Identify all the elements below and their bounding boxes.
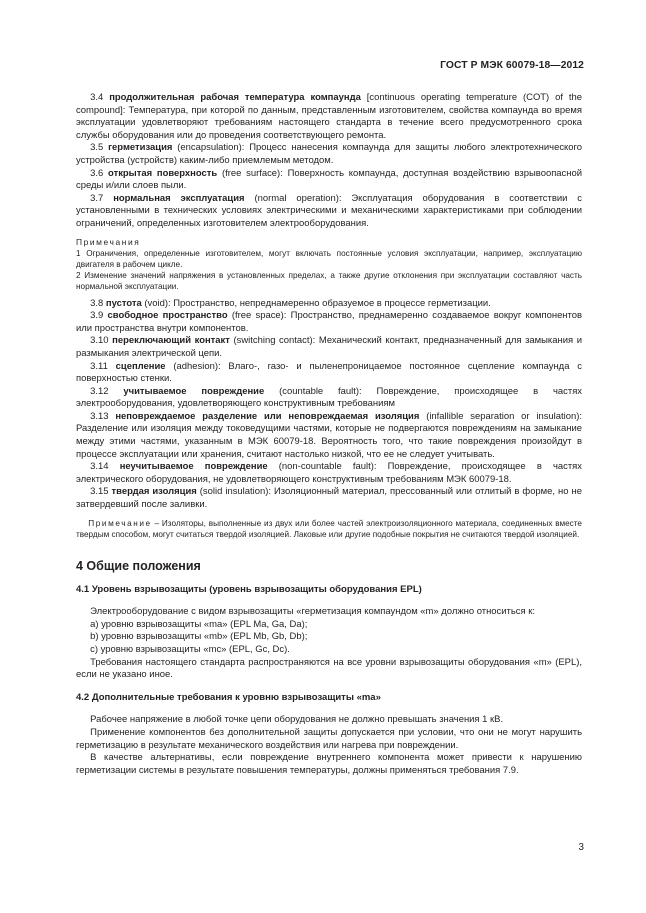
definition-text: (non-countable fault): Повреждение, происходящее в частях электрического оборудования, не удовлетворяющего конструктивным требованиям МЭК 60079-18. <box>76 461 583 485</box>
note-label: Примечание <box>88 518 152 528</box>
definition-text: (solid insulation): Изоляционный материал, прессованный или отлитый в форме, но не затвердевший после заливки. <box>76 486 582 511</box>
definition-term: нормальная эксплуатация <box>113 192 245 204</box>
definition-3-13 <box>76 411 582 461</box>
definition-text: (free surface): Поверхность компаунда, доступная воздействию взрывоопасной среды и/или слоев пыли. <box>76 167 583 192</box>
section-4-1-tail <box>76 657 582 682</box>
definition-text: (countable fault): Повреждение, происходящее в частях электрооборудования, удовлетворяющего конструктивным требованиям <box>76 385 583 410</box>
definition-text: [continuous operating temperature (COT) of the compound]: Температура, при которой по данным, представленным изготовителем, свойства компаунда во время эксплуатации удовлетворяют требованиям настоящего стандарта в течение всего предусмотренного срока службы оборудования или до проведения соответствующего ремонта. <box>76 92 582 141</box>
definition-text: (encapsulation): Процесс нанесения компаунда для защиты любого электротехнического устройства (устройств) каким-либо приемлемым методом. <box>76 142 582 166</box>
definition-text: (void): Пространство, непреднамеренно образуемое в процессе герметизации. <box>141 297 491 309</box>
definition-number: 3.7 <box>90 192 104 204</box>
definition-number: 3.6 <box>90 167 104 179</box>
definition-text: (switching contact): Механический контакт, предназначенный для замыкания и размыкания электрической цепи. <box>76 335 582 359</box>
list-item-b <box>76 631 582 644</box>
definition-3-6 <box>76 168 582 193</box>
section-4-title: 4 Общие положения <box>76 558 201 573</box>
definition-number: 3.10 <box>90 335 109 347</box>
definition-term: переключающий контакт <box>112 335 230 347</box>
section-4-1-intro <box>76 606 582 619</box>
definition-term: герметизация <box>108 142 173 154</box>
definition-3-7 <box>76 193 582 231</box>
section-4-1-title: 4.1 Уровень взрывозащиты (уровень взрывозащиты оборудования EPL) <box>76 583 422 595</box>
para-text: Рабочее напряжение в любой точке цепи оборудования не должно превышать значения 1 кВ. <box>90 714 504 726</box>
definition-number: 3.15 <box>90 486 109 498</box>
list-item-text: b) уровню взрывозащиты «mb» (EPL Mb, Gb, Db); <box>90 631 308 643</box>
definition-3-12 <box>76 386 582 411</box>
document-header: ГОСТ Р МЭК 60079-18—2012 <box>440 60 584 71</box>
definition-term: сцепление <box>115 360 166 372</box>
definition-text: (infallible separation or insulation): Разделение или изоляция между токоведущими частями, которые не подвергаются повреждениям на замыкание между этими частями, указанным в МЭК 60079-18. Вероятность того, что такие повреждения произойдут в процессе эксплуатации или хранения, считают настолько низкой, что ее не следует учитывать. <box>76 410 583 460</box>
definition-term: неповреждаемое разделение или неповреждаемая изоляция <box>115 410 420 422</box>
note-text: – Изоляторы, выполненные из двух или более частей электроизоляционного материала, соединенных вместе твердым способом, могут считаться твердой изоляцией. Лаковые или другие подобные покрытия не считаются твердой изоляцией. <box>76 518 582 539</box>
list-item-a <box>76 619 582 632</box>
section-4-2-title: 4.2 Дополнительные требования к уровню взрывозащиты «ma» <box>76 691 381 703</box>
list-item-c <box>76 644 582 657</box>
list-item-text: c) уровню взрывозащиты «mc» (EPL, Gc, Dc). <box>90 644 290 655</box>
para-text: Применение компонентов без дополнительной защиты допускается при условии, что они не могут нарушить герметизацию в результате механического воздействия или нагрева при повреждении. <box>76 726 582 751</box>
definition-number: 3.11 <box>90 360 108 372</box>
definition-3-4 <box>76 92 582 142</box>
definition-number: 3.8 <box>90 297 104 309</box>
section-4-2-para-2 <box>76 727 582 752</box>
intro-text: Электрооборудование с видом взрывозащиты «герметизация компаундом «m» должно относиться к: <box>90 606 535 618</box>
definition-3-14 <box>76 461 582 486</box>
page-content <box>76 92 582 777</box>
definition-term: твердая изоляция <box>111 486 197 498</box>
definitions-block-2 <box>76 298 582 512</box>
definition-3-15 <box>76 486 582 511</box>
definition-text: (adhesion): Влаго-, газо- и пыленепроницаемое постоянное сцепление компаунда с поверхностью стенки. <box>76 360 582 385</box>
definition-number: 3.9 <box>90 310 104 322</box>
notes-title: Примечания <box>76 236 141 247</box>
definition-number: 3.13 <box>90 410 109 422</box>
definition-3-5 <box>76 142 582 167</box>
definition-term: открытая поверхность <box>108 167 218 179</box>
section-4-2-para-3 <box>76 752 582 777</box>
notes-block-1 <box>76 237 582 292</box>
definition-3-9 <box>76 310 582 335</box>
definition-term: продолжительная рабочая температура компаунда <box>109 92 361 103</box>
definition-term: неучитываемое повреждение <box>119 461 268 473</box>
definition-number: 3.12 <box>90 385 109 397</box>
definition-text: (normal operation): Эксплуатация оборудования в соответствии с установленными в технических условиях электрическими и механическими характеристиками при соблюдении ограничений, определенных изготовителем электрооборудования. <box>76 192 582 229</box>
page-number: 3 <box>578 842 584 853</box>
note-item-1: 1 Ограничения, определенные изготовителем, могут включать постоянные условия эксплуатации, например, эксплуатацию двигателя в рабочем цикле. <box>76 248 582 269</box>
definition-3-10 <box>76 335 582 360</box>
definition-term: пустота <box>105 297 142 309</box>
note-solid-insulation <box>76 518 582 540</box>
para-text: В качестве альтернативы, если повреждение внутреннего компонента может привести к нарушению герметизации системы в результате повышения температуры, должны применяться требования 7.9. <box>76 752 582 776</box>
definition-term: учитываемое повреждение <box>123 385 265 397</box>
section-4-2-para-1 <box>76 714 582 727</box>
definition-3-8 <box>76 298 582 311</box>
definition-3-11 <box>76 361 582 386</box>
note-item-2: 2 Изменение значений напряжения в установленных пределах, а также другие отклонения при эксплуатации составляют часть нормальной эксплуатации. <box>76 270 582 291</box>
definition-term: свободное пространство <box>107 310 228 322</box>
definitions-block-1 <box>76 92 582 231</box>
list-item-text: a) уровню взрывозащиты «ma» (EPL Ma, Ga, Da); <box>90 618 308 630</box>
definition-number: 3.14 <box>90 461 109 473</box>
definition-number: 3.4 <box>90 92 104 103</box>
tail-text: Требования настоящего стандарта распространяются на все уровни взрывозащиты оборудования «m» (EPL), если не указано иное. <box>76 656 582 681</box>
definition-number: 3.5 <box>90 142 104 154</box>
definition-text: (free space): Пространство, преднамеренно создаваемое вокруг компонентов или пространства внутри компонентов. <box>76 310 583 334</box>
